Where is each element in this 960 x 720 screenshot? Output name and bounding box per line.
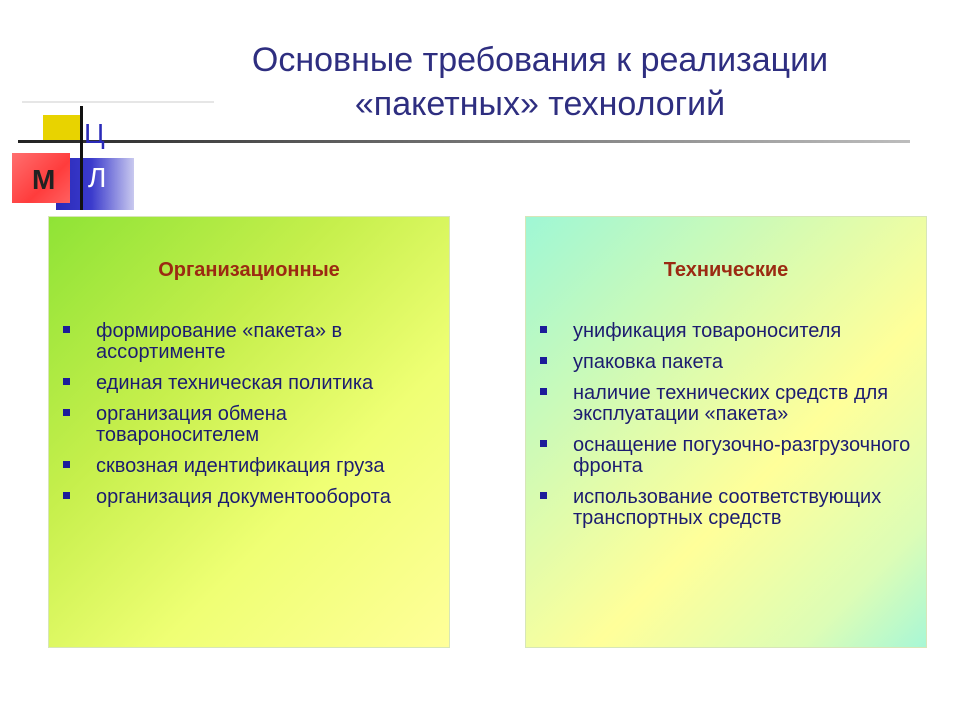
square-bullet-icon (63, 378, 70, 385)
list-item (540, 383, 912, 425)
list-item (540, 352, 912, 373)
slide-title-line-2: «пакетных» технологий (354, 85, 726, 123)
list-item (540, 321, 912, 342)
logo-letter-m: М (32, 164, 56, 195)
list-item-text: оснащение погузочно-разгрузочного фронта (573, 434, 911, 477)
square-bullet-icon (540, 357, 547, 364)
list-item-text: упаковка пакета (573, 351, 723, 373)
logo (0, 0, 960, 220)
list-item-text: унификация товароносителя (573, 320, 842, 342)
square-bullet-icon (540, 492, 547, 499)
list-item (63, 321, 435, 363)
list-item-text: сквозная идентификация груза (96, 455, 385, 477)
list-item (63, 456, 435, 477)
square-bullet-icon (63, 492, 70, 499)
list-item (540, 487, 912, 529)
list-item-text: организация обмена товароносителем (96, 403, 287, 446)
technical-heading: Технические (663, 259, 789, 281)
technical-list (540, 321, 912, 539)
logo-top-divider (22, 101, 214, 103)
logo-vertical-line (80, 106, 83, 210)
list-item (63, 404, 435, 446)
square-bullet-icon (540, 326, 547, 333)
square-bullet-icon (63, 461, 70, 468)
organizational-heading: Организационные (158, 259, 340, 281)
list-item-text: организация документооборота (96, 486, 391, 508)
logo-letter-ts: Ц (84, 118, 105, 149)
list-item (540, 435, 912, 477)
square-bullet-icon (540, 440, 547, 447)
slide-title-line-1: Основные требования к реализации (251, 41, 829, 79)
organizational-list (63, 321, 435, 518)
square-bullet-icon (540, 388, 547, 395)
logo-yellow-square (43, 115, 80, 140)
list-item-text: единая техническая политика (96, 372, 374, 394)
organizational-panel (48, 216, 450, 648)
list-item-text: использование соответствующих транспортных средств (573, 486, 882, 529)
square-bullet-icon (63, 326, 70, 333)
list-item-text: наличие технических средств для эксплуатации «пакета» (573, 382, 889, 425)
list-item-text: формирование «пакета» в ассортименте (96, 320, 343, 363)
logo-letter-l: Л (88, 162, 107, 193)
header-divider-line (18, 140, 910, 143)
technical-panel (525, 216, 927, 648)
square-bullet-icon (63, 409, 70, 416)
list-item (63, 373, 435, 394)
list-item (63, 487, 435, 508)
